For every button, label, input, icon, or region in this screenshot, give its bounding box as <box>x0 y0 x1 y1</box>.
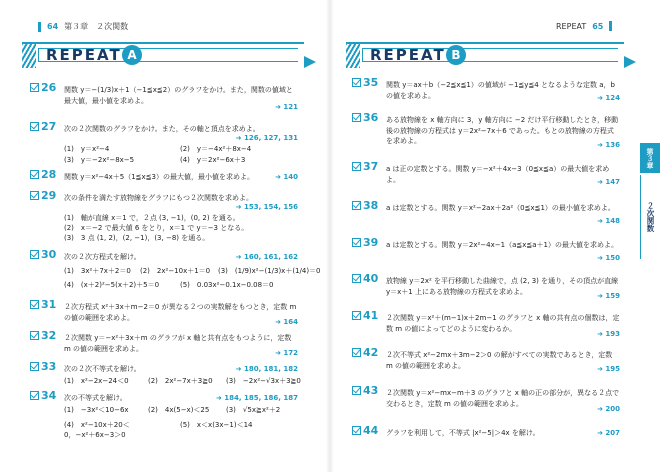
problem-number: 38 <box>352 201 378 212</box>
problem-text: ２次不等式 x²−2mx＋3m−2＞0 の解がすべての実数であるとき，定数 m の値の範囲を求めよ。 <box>386 351 613 370</box>
problem-text: ２次関数 y＝−x²＋3x＋m のグラフが x 軸と共有点をもつように，定数 m の値の範囲を求めよ。 <box>64 334 292 353</box>
problem-30 <box>30 248 321 296</box>
problem-text: 次の条件を満たす放物線をグラフにもつ２次関数を求めよ。 <box>64 194 253 202</box>
sub-item: (1) 軸が直線 x＝1 で，２点 (3, −1)，(0, 2) を通る。 <box>64 214 240 222</box>
problem-number: 44 <box>352 426 378 437</box>
sub-item: (5) x＜x(3x−1)＜14 <box>180 421 253 429</box>
banner-stripes <box>22 42 36 68</box>
problem-36 <box>352 111 620 153</box>
problem-text: a は正の定数とする。関数 y＝−x²＋4x−3（0≦x≦a）の最大値を求めよ。 <box>386 165 610 184</box>
reference-link[interactable]: ➜ 150 <box>597 253 620 264</box>
check-icon <box>352 113 361 122</box>
right-header <box>556 21 612 31</box>
check-icon <box>352 311 361 320</box>
problem-39 <box>352 236 620 264</box>
problem-number: 42 <box>352 348 378 359</box>
check-icon <box>30 331 39 340</box>
problem-number: 26 <box>30 83 56 94</box>
sub-item: (2) x＝−2 で最大値 6 をとり，x＝1 で y＝−3 となる。 <box>64 224 249 232</box>
problem-number: 30 <box>30 250 56 261</box>
problem-number: 43 <box>352 386 378 397</box>
sub-item: (2) y＝−4x²＋8x−4 <box>180 145 252 153</box>
banner-title: REPEAT <box>370 46 446 64</box>
sub-item: (1) x²−2x−24＜0 <box>64 377 129 385</box>
reference-link[interactable]: ➜ 159 <box>597 291 620 302</box>
problem-26 <box>30 81 298 115</box>
sub-item: (3) y＝−2x²−8x−5 <box>64 156 135 164</box>
problem-number: 41 <box>352 311 378 322</box>
problem-number: 27 <box>30 122 56 133</box>
reference-link[interactable]: ➜ 136 <box>597 140 620 151</box>
problem-42 <box>352 346 620 378</box>
reference-link[interactable]: ➜ 184, 185, 186, 187 <box>216 393 298 404</box>
problem-29 <box>30 189 298 245</box>
problem-28 <box>30 168 298 186</box>
right-page-number: 65 <box>592 21 604 31</box>
problem-number: 35 <box>352 78 378 89</box>
problem-text: 関数 y＝x²−4x＋5（1≦x≦3）の最大値，最小値を求めよ。 <box>64 173 255 181</box>
problem-40 <box>352 272 620 304</box>
problem-33 <box>30 360 301 388</box>
problem-text: 次の不等式を解け。 <box>64 394 127 402</box>
problem-number: 29 <box>30 191 56 202</box>
check-icon <box>30 170 39 179</box>
problem-number: 39 <box>352 238 378 249</box>
header-marker <box>609 21 612 31</box>
problem-text: 放物線 y＝2x² を平行移動した曲線で，点 (2, 3) を通り，その頂点が直線 y＝x＋1 上にある放物線の方程式を求めよ。 <box>386 277 619 296</box>
banner-badge: B <box>446 45 466 65</box>
problem-44 <box>352 424 620 442</box>
banner-arrow <box>304 56 316 68</box>
problem-number: 33 <box>30 362 56 373</box>
problem-27 <box>30 120 298 166</box>
problem-number: 36 <box>352 113 378 124</box>
check-icon <box>352 201 361 210</box>
sub-item: (3) √5x≧x²＋2 <box>226 406 281 414</box>
check-icon <box>30 83 39 92</box>
reference-link[interactable]: ➜ 121 <box>275 102 298 113</box>
banner-line <box>22 42 304 44</box>
banner-title: REPEAT <box>46 46 122 64</box>
reference-link[interactable]: ➜ 153, 154, 156 <box>236 202 298 213</box>
problem-text: 次の２次不等式を解け。 <box>64 365 141 373</box>
problem-text: 関数 y＝ax＋b（−2≦x≦1）の値域が −1≦y≦4 となるような定数 a，b の値を求めよ。 <box>386 81 615 100</box>
right-header-label: REPEAT <box>556 21 587 31</box>
problem-text: グラフを利用して，不等式 |x²−5|＞4x を解け。 <box>386 429 540 437</box>
left-chapter-title: 第３章 ２次関数 <box>64 22 129 31</box>
reference-link[interactable]: ➜ 124 <box>597 93 620 104</box>
reference-link[interactable]: ➜ 140 <box>275 172 298 183</box>
problem-35 <box>352 76 620 106</box>
side-tab-topic: ２次関数 <box>640 175 660 259</box>
repeat-b-banner <box>346 42 636 68</box>
reference-link[interactable]: ➜ 207 <box>597 428 620 439</box>
sub-item: (2) 4x(5−x)＜25 <box>148 406 210 414</box>
check-icon <box>352 348 361 357</box>
check-icon <box>352 238 361 247</box>
reference-link[interactable]: ➜ 193 <box>597 329 620 340</box>
check-icon <box>30 391 39 400</box>
reference-link[interactable]: ➜ 172 <box>275 348 298 359</box>
sub-item: (1) −3x²＜10−6x <box>64 406 129 414</box>
problem-text: 次の２次方程式を解け。 <box>64 253 141 261</box>
check-icon <box>30 362 39 371</box>
check-icon <box>352 426 361 435</box>
problem-34 <box>30 389 298 449</box>
problem-text: 関数 y＝−(1/3)x＋1（−1≦x≦2）のグラフをかけ。また，関数の値域と最大値，最小値を求めよ。 <box>64 86 293 105</box>
sub-item: (3) (1/9)x²−(1/3)x＋(1/4)＝0 <box>218 267 321 275</box>
sub-item: (5) 0.03x²−0.1x−0.08＝0 <box>180 281 274 289</box>
reference-link[interactable]: ➜ 195 <box>597 364 620 375</box>
side-tab-chapter: 第３章 <box>640 143 660 173</box>
problem-number: 28 <box>30 170 56 181</box>
sub-item: (2) 2x²−10x＋1＝0 <box>140 267 211 275</box>
problem-text: 次の２次関数のグラフをかけ。また，その軸と頂点を求めよ。 <box>64 125 260 133</box>
check-icon <box>352 78 361 87</box>
check-icon <box>352 386 361 395</box>
problem-32 <box>30 329 298 361</box>
header-marker <box>38 22 41 32</box>
reference-link[interactable]: ➜ 148 <box>597 216 620 227</box>
sub-item: (4) (x＋2)²−5(x＋2)＋5＝0 <box>64 281 160 289</box>
reference-link[interactable]: ➜ 126, 127, 131 <box>236 133 298 144</box>
banner-arrow <box>624 56 636 68</box>
reference-link[interactable]: ➜ 164 <box>275 317 298 328</box>
check-icon <box>30 122 39 131</box>
problem-43 <box>352 384 620 416</box>
problem-number: 34 <box>30 391 56 402</box>
sub-item: (1) y＝x²−4 <box>64 145 110 153</box>
problem-text: a は定数とする。関数 y＝x²−2ax＋2a²（0≦x≦1）の最小値を求めよ。 <box>386 204 615 212</box>
sub-item: (4) y＝2x²−6x＋3 <box>180 156 246 164</box>
check-icon <box>30 250 39 259</box>
reference-link[interactable]: ➜ 160, 161, 162 <box>236 252 298 263</box>
repeat-a-banner <box>22 42 316 68</box>
left-page-number: 64 <box>47 22 59 31</box>
check-icon <box>30 191 39 200</box>
problem-text: ２次関数 y＝x²−mx−m＋3 のグラフと x 軸の正の部分が，異なる２点で交わるとき，定数 m の値の範囲を求めよ。 <box>386 389 620 408</box>
reference-link[interactable]: ➜ 147 <box>597 177 620 188</box>
check-icon <box>352 162 361 171</box>
reference-link[interactable]: ➜ 180, 181, 182 <box>236 364 298 375</box>
sub-item: (3) 3 点 (1, 2)，(2, −1)，(3, −8) を通る。 <box>64 234 210 242</box>
left-header <box>38 21 128 32</box>
problem-number: 32 <box>30 331 56 342</box>
problem-text: ２次方程式 x²＋3x＋m−2＝0 が異なる２つの実数解をもつとき，定数 m の値の範囲を求めよ。 <box>64 303 297 322</box>
banner-stripes <box>346 42 360 68</box>
sub-item: (4) x²−10x＋20＜0，−x²＋6x−3＞0 <box>64 421 130 439</box>
problem-38 <box>352 199 620 227</box>
check-icon <box>30 300 39 309</box>
problem-number: 40 <box>352 274 378 285</box>
problem-31 <box>30 298 298 330</box>
problem-number: 37 <box>352 162 378 173</box>
sub-item: (2) 2x²−7x＋3≧0 <box>148 377 213 385</box>
check-icon <box>352 274 361 283</box>
sub-item: (1) 3x²＋7x＋2＝0 <box>64 267 131 275</box>
problem-text: ２次関数 y＝x²＋(m−1)x＋2m−1 のグラフと x 軸の共有点の個数は，定数 m の値によってどのように変わるか。 <box>386 314 620 333</box>
problem-text: a は定数とする。関数 y＝2x²−4x−1（a≦x≦a＋1）の最大値を求めよ。 <box>386 241 618 249</box>
problem-text: ある放物線を x 軸方向に 3，y 軸方向に −2 だけ平行移動したとき，移動後の放物線の方程式は y＝2x²−7x＋6 であった。もとの放物線の方程式を求めよ。 <box>386 116 619 145</box>
chapter-side-tab[interactable] <box>640 143 660 259</box>
reference-link[interactable]: ➜ 200 <box>597 404 620 415</box>
problem-41 <box>352 309 620 341</box>
problem-37 <box>352 160 620 188</box>
problem-number: 31 <box>30 300 56 311</box>
banner-badge: A <box>122 45 142 65</box>
right-page <box>330 0 660 472</box>
banner-line <box>346 42 624 44</box>
sub-item: (3) −2x²−√3x＋3≧0 <box>226 377 301 385</box>
